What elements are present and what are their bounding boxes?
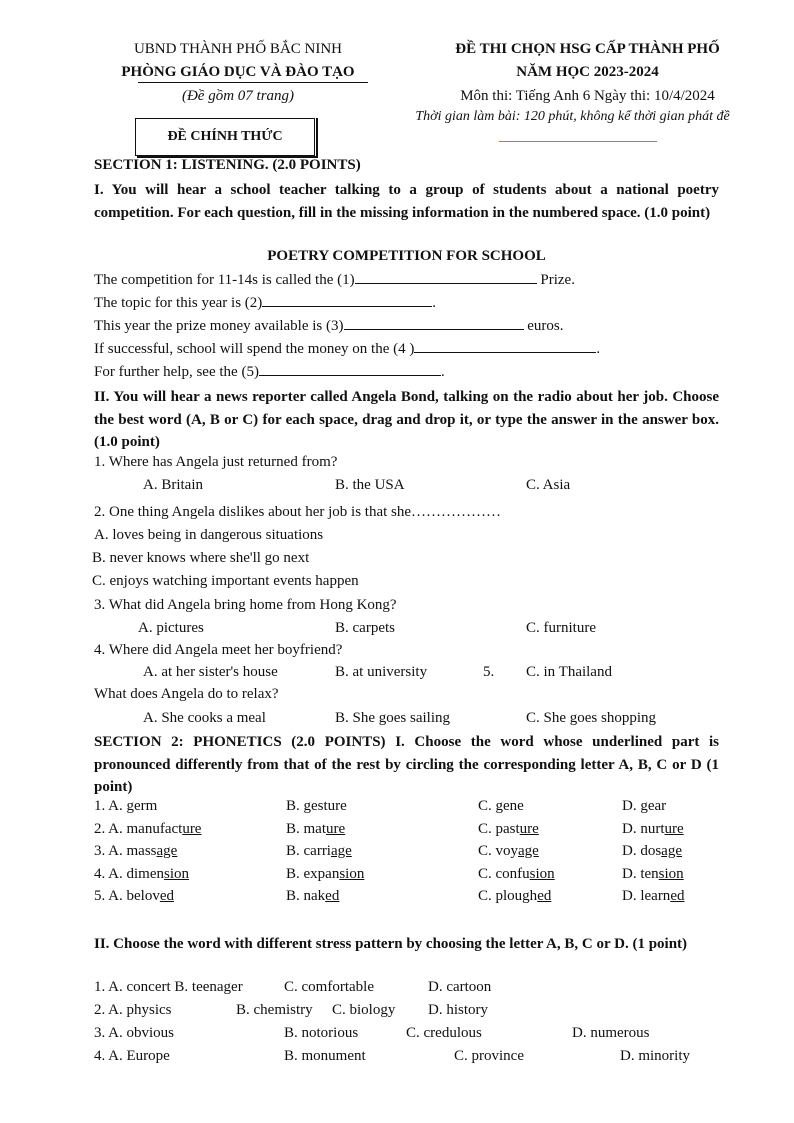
dept-city: UBND THÀNH PHỐ BẮC NINH xyxy=(133,41,343,57)
option-text: D. ten xyxy=(622,865,659,882)
q4-option-b[interactable]: B. at university xyxy=(335,664,428,680)
stress-q4-a[interactable]: 4. A. Europe xyxy=(94,1048,170,1064)
section2-instruction: SECTION 2: PHONETICS (2.0 POINTS) I. Choose the word whose underlined part is pronounced differently from that of the rest by circling the corresponding letter A, B, C or D (1 point) xyxy=(94,734,719,796)
option-text: B. expan xyxy=(286,865,340,882)
option-text: C. past xyxy=(478,820,520,837)
option-text-rest: esture xyxy=(311,798,347,814)
gap-4-blank[interactable] xyxy=(414,340,596,353)
underlined-part: age xyxy=(518,843,539,859)
stress-q3-c[interactable]: C. credulous xyxy=(406,1025,482,1041)
q5-option-b[interactable]: B. She goes sailing xyxy=(335,710,450,726)
stress-q4-b[interactable]: B. monument xyxy=(284,1048,366,1064)
phonetics-q4-option-d[interactable] xyxy=(622,866,684,883)
phonetics-q5-option-b[interactable] xyxy=(286,888,339,905)
phonetics-q2-option-d[interactable] xyxy=(622,821,684,838)
stress-q2-c[interactable]: C. biology xyxy=(332,1002,396,1018)
q2-option-a[interactable]: A. loves being in dangerous situations xyxy=(94,527,324,543)
option-text-rest: erm xyxy=(134,798,158,814)
q4-option-a[interactable]: A. at her sister's house xyxy=(143,664,278,680)
q2-option-c[interactable]: C. enjoys watching important events happen xyxy=(92,573,359,589)
option-text: 2. A. manufact xyxy=(94,820,183,837)
q5-option-c[interactable]: C. She goes shopping xyxy=(526,710,657,726)
duration-underline xyxy=(499,141,657,142)
question-5-number: 5. xyxy=(483,664,495,680)
underlined-part: g xyxy=(640,798,648,814)
gap-1-blank[interactable] xyxy=(355,271,537,284)
underlined-part: g xyxy=(495,798,504,814)
phonetics-q1-option-d[interactable] xyxy=(622,798,666,815)
subject-date: Môn thi: Tiếng Anh 6 Ngày thi: 10/4/2024 xyxy=(460,88,715,104)
phonetics-q5-option-c[interactable] xyxy=(478,888,551,905)
question-1: 1. Where has Angela just returned from? xyxy=(94,454,338,470)
underlined-part: g xyxy=(303,798,312,814)
exam-duration: Thời gian làm bài: 120 phút, không kể thời gian phát đề xyxy=(415,109,730,124)
underlined-part: ure xyxy=(519,820,539,837)
stress-q1-ab[interactable]: 1. A. concert B. teenager xyxy=(94,979,243,995)
phonetics-q5-option-a[interactable] xyxy=(94,888,174,905)
phonetics-q3-option-d[interactable] xyxy=(622,843,682,860)
box-shadow-right xyxy=(316,118,318,158)
underlined-part: age xyxy=(661,843,682,859)
phonetics-q3-option-a[interactable] xyxy=(94,843,177,860)
phonetics-q1-option-a[interactable] xyxy=(94,798,157,815)
exam-title: ĐỀ THI CHỌN HSG CẤP THÀNH PHỐ xyxy=(455,41,720,57)
question-2: 2. One thing Angela dislikes about her job is that she……………… xyxy=(94,504,502,520)
q3-option-a[interactable]: A. pictures xyxy=(138,620,204,636)
question-3: 3. What did Angela bring home from Hong Kong? xyxy=(94,597,397,613)
question-5: What does Angela do to relax? xyxy=(94,686,279,702)
option-text-rest: ear xyxy=(647,798,667,814)
option-text: C. xyxy=(478,798,496,814)
official-box: ĐỀ CHÍNH THỨC xyxy=(135,118,315,156)
underlined-part: sion xyxy=(164,865,190,882)
underlined-part: ure xyxy=(664,820,684,837)
stress-q1-c[interactable]: C. comfortable xyxy=(284,979,374,995)
option-text: C. voy xyxy=(478,843,519,859)
underlined-part: age xyxy=(330,843,352,859)
gap-3: This year the prize money available is (3) euros. xyxy=(94,318,564,334)
stress-q4-c[interactable]: C. province xyxy=(454,1048,524,1064)
option-text: 1. A. xyxy=(94,798,127,814)
underlined-part: age xyxy=(156,843,178,859)
phonetics-q4-option-c[interactable] xyxy=(478,866,555,883)
option-text: B. nak xyxy=(286,888,326,904)
q4-option-c[interactable]: C. in Thailand xyxy=(526,664,612,680)
option-text: 5. A. belov xyxy=(94,888,160,904)
stress-q1-d[interactable]: D. cartoon xyxy=(428,979,492,995)
phonetics-q2-option-b[interactable] xyxy=(286,821,345,838)
stress-q3-d[interactable]: D. numerous xyxy=(572,1025,650,1041)
phonetics-q5-option-d[interactable] xyxy=(622,888,684,905)
phonetics-q3-option-b[interactable] xyxy=(286,843,352,860)
q1-option-c[interactable]: C. Asia xyxy=(526,477,571,493)
underlined-part: ure xyxy=(326,820,346,837)
option-text: 4. A. dimen xyxy=(94,865,164,882)
gap-2-blank[interactable] xyxy=(262,294,432,307)
q1-option-a[interactable]: A. Britain xyxy=(143,477,203,493)
gap-2: The topic for this year is (2) . xyxy=(94,295,437,311)
phonetics-q1-option-c[interactable] xyxy=(478,798,524,815)
phonetics-q2-option-c[interactable] xyxy=(478,821,539,838)
q3-option-b[interactable]: B. carpets xyxy=(335,620,395,636)
option-text: C. plough xyxy=(478,888,538,904)
option-text: C. confu xyxy=(478,865,530,882)
gap-5: For further help, see the (5) . xyxy=(94,364,445,380)
option-text: B. mat xyxy=(286,820,326,837)
underlined-part: ed xyxy=(670,888,685,904)
option-text: B. xyxy=(286,798,304,814)
school-year: NĂM HỌC 2023-2024 xyxy=(516,64,659,80)
underlined-part: ed xyxy=(325,888,340,904)
gap-3-blank[interactable] xyxy=(344,317,524,330)
part1-instruction: I. You will hear a school teacher talking to a group of students about a national poetry competition. For each question, fill in the missing information in the numbered space. (1.0 point) xyxy=(94,182,719,221)
stress-q2-b[interactable]: B. chemistry xyxy=(236,1002,313,1018)
underlined-part: ure xyxy=(182,820,202,837)
phonetics-q1-option-b[interactable] xyxy=(286,798,347,815)
phonetics-q3-option-c[interactable] xyxy=(478,843,539,860)
option-text: D. nurt xyxy=(622,820,665,837)
stress-q3-a[interactable]: 3. A. obvious xyxy=(94,1025,175,1041)
phonetics-q4-option-b[interactable] xyxy=(286,866,364,883)
gap-5-blank[interactable] xyxy=(259,363,441,376)
q1-option-b[interactable]: B. the USA xyxy=(335,477,405,493)
underlined-part: ed xyxy=(159,888,175,904)
stress-q3-b[interactable]: B. notorious xyxy=(284,1025,359,1041)
stress-q2-d[interactable]: D. history xyxy=(428,1002,488,1018)
option-text: D. dos xyxy=(622,843,662,859)
underlined-part: g xyxy=(126,798,135,814)
stress-q2-a[interactable]: 2. A. physics xyxy=(94,1002,172,1018)
q5-option-a[interactable]: A. She cooks a meal xyxy=(143,710,266,726)
option-text: D. xyxy=(622,798,641,814)
stress-instruction: II. Choose the word with different stress pattern by choosing the letter A, B, C or D. (1 point) xyxy=(94,936,688,952)
part2-instruction: II. You will hear a news reporter called Angela Bond, talking on the radio about her job. Choose the best word (A, B or C) for each space, drag and drop it, or type the answer in the answer box. (1.0 point) xyxy=(94,389,719,451)
question-4: 4. Where did Angela meet her boyfriend? xyxy=(94,642,343,658)
underlined-part: ed xyxy=(537,888,552,904)
phonetics-q4-option-a[interactable] xyxy=(94,866,189,883)
phonetics-q2-option-a[interactable] xyxy=(94,821,201,838)
form-title: POETRY COMPETITION FOR SCHOOL xyxy=(267,248,546,264)
underlined-part: sion xyxy=(529,865,555,882)
q2-option-b[interactable]: B. never knows where she'll go next xyxy=(92,550,310,566)
dept-underline xyxy=(138,82,368,83)
gap-4: If successful, school will spend the money on the (4 ) . xyxy=(94,341,601,357)
stress-q4-d[interactable]: D. minority xyxy=(620,1048,690,1064)
option-text-rest: ene xyxy=(503,798,524,814)
section1-title: SECTION 1: LISTENING. (2.0 POINTS) xyxy=(94,157,361,173)
gap-1: The competition for 11-14s is called the (1) Prize. xyxy=(94,272,575,288)
q3-option-c[interactable]: C. furniture xyxy=(526,620,596,636)
underlined-part: sion xyxy=(658,865,684,882)
option-text: B. carri xyxy=(286,843,331,859)
dept-name: PHÒNG GIÁO DỤC VÀ ĐÀO TẠO xyxy=(121,64,355,80)
option-text: D. learn xyxy=(622,888,671,904)
underlined-part: sion xyxy=(339,865,365,882)
option-text: 3. A. mass xyxy=(94,843,157,859)
page-count: (Đề gồm 07 trang) xyxy=(181,88,295,104)
